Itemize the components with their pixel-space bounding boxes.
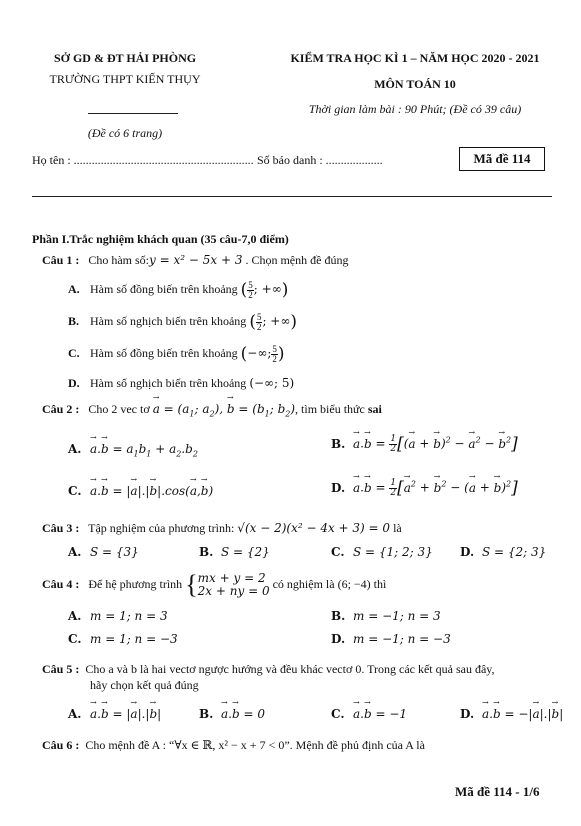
question-5-line-2: hãy chọn kết quả đúng — [90, 678, 199, 692]
question-3: Câu 3 : Tập nghiệm của phương trình: √(x − 2)(x² − 4x + 3) = 0 là — [42, 521, 402, 535]
q2-option-d: D.→ a.→ b = $\frac{1}{2}$ [→ $a^2$ + → $b^2$ − (→ a + → b)$^2$] — [331, 478, 518, 498]
header-divider — [88, 113, 178, 114]
q4-option-d: D. m = −1; n = −3 — [331, 632, 451, 646]
q4-option-a: A. m = 1; n = 3 — [68, 609, 168, 623]
question-5: Câu 5 : Cho a và b là hai vectơ ngược hướng và đều khác vectơ 0. Trong các kết quả sau đây, — [42, 662, 495, 676]
q2-option-c: C.→ a.→ b = |→ a|.|→ b|.cos(→ a,→ b) — [68, 484, 213, 498]
q1-option-d: D. Hàm số nghịch biến trên khoảng (−∞; 5) — [68, 376, 295, 390]
q5-option-c: C.→ a.→ b = −1 — [331, 707, 407, 721]
q2-option-a: $A.\to a.\to b = a_1b_1 + a_2.b_2$ — [68, 442, 198, 458]
q3-option-b: B. S = {2} — [199, 545, 270, 559]
question-1: Câu 1 : Cho hàm số:y = x² − 5x + 3 . Chọn mệnh đề đúng — [42, 253, 349, 267]
q5-option-a: A.→ a.→ b = |→ a|.|→ b| — [68, 707, 161, 721]
q1-option-a: A. Hàm số đồng biến trên khoảng ( $\frac{5}{2}$ ; +∞) — [68, 279, 289, 300]
q1-option-b: B. Hàm số nghịch biến trên khoảng ( $\frac{5}{2}$ ; +∞) — [68, 311, 298, 332]
q3-option-a: A. S = {3} — [68, 545, 139, 559]
question-label: Câu 1 : — [42, 253, 80, 267]
question-2: Câu 2 : Cho 2 vec tơ → $a = (a_1$; $a_2$), → $b = (b_1$; $b_2$), tìm biểu thức sai — [42, 402, 382, 418]
question-4: Câu 4 : Để hệ phương trình { mx + y = 2 2x + ny = 0 có nghiệm là (6; −4) thì — [42, 570, 387, 599]
subject-title: MÔN TOÁN 10 — [374, 77, 456, 91]
q5-option-b: B.→ a.→ b = 0 — [199, 707, 265, 721]
time-note: Thời gian làm bài : 90 Phút; (Đề có 39 câu) — [308, 102, 522, 116]
section-title: Phần I.Trắc nghiệm khách quan (35 câu-7,0 điểm) — [32, 232, 289, 246]
q3-option-d: D. S = {2; 3} — [460, 545, 547, 559]
student-id-field: Số báo danh : ................... — [257, 153, 383, 167]
q5-option-d: D.→ a.→ b = −|→ a|.|→ b| — [460, 707, 563, 721]
exam-title: KIỂM TRA HỌC KÌ 1 – NĂM HỌC 2020 - 2021 — [290, 51, 540, 65]
q1-option-c: C. Hàm số đồng biến trên khoảng (−∞; $\frac{5}{2}$ ) — [68, 343, 285, 364]
name-field: Họ tên : ............................................................ — [32, 153, 254, 167]
q4-option-c: C. m = 1; n = −3 — [68, 632, 178, 646]
exam-code-box: Mã đề 114 — [459, 147, 545, 171]
q2-option-b: B.→ a.→ b = $\frac{1}{2}$ [(→ a + → b)$^2$ − → $a^2$ − → $b^2$] — [331, 434, 518, 454]
page-footer-code: Mã đề 114 - 1/6 — [455, 784, 540, 799]
q4-option-b: B. m = −1; n = 3 — [331, 609, 441, 623]
header-bottom-rule — [32, 196, 552, 197]
question-6: Câu 6 : Cho mệnh đề A : “∀x ∈ ℝ, x² − x + 7 < 0”. Mệnh đề phủ định của A là — [42, 738, 425, 752]
q3-option-c: C. S = {1; 2; 3} — [331, 545, 433, 559]
school-name: TRƯỜNG THPT KIẾN THỤY — [49, 72, 201, 86]
department-name: SỞ GD & ĐT HẢI PHÒNG — [53, 51, 197, 65]
pages-note: (Đề có 6 trang) — [87, 126, 163, 140]
